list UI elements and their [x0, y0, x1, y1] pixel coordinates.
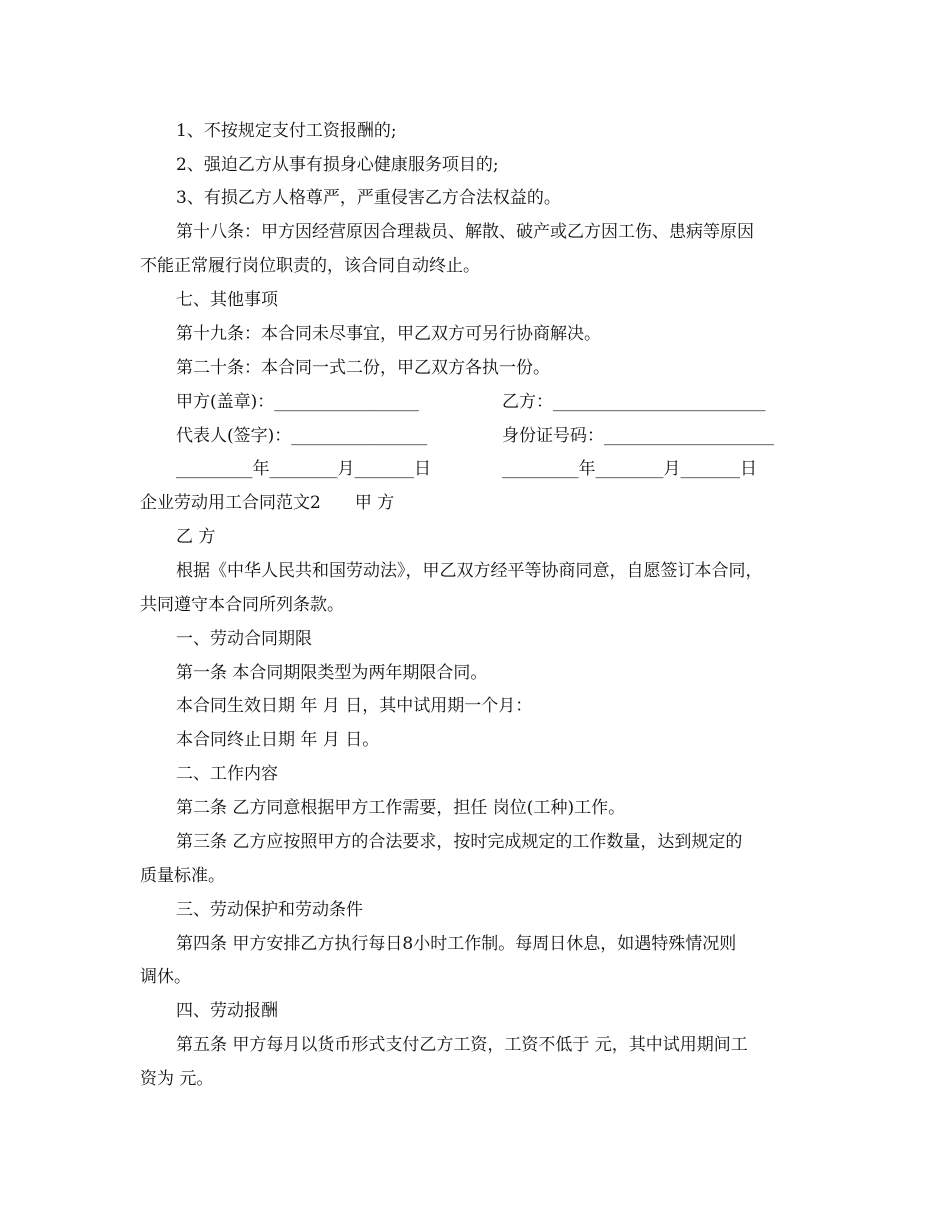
party-b-label: 乙 方: [176, 527, 216, 547]
article-4: 第四条 甲方安排乙方执行每日8小时工作制。每周日休息，如遇特殊情况则: [176, 934, 737, 954]
contract-title-party-a: 企业劳动用工合同范文2 甲 方: [140, 493, 395, 513]
clause-item-1: 1、不按规定支付工资报酬的;: [176, 121, 397, 141]
preamble-cont: 共同遵守本合同所列条款。: [140, 595, 344, 615]
section-heading-pay: 四、劳动报酬: [176, 1001, 278, 1021]
signature-id-number: 身份证号码：____________________: [502, 426, 774, 446]
article-5-cont: 资为 元。: [140, 1069, 214, 1089]
preamble: 根据《中华人民共和国劳动法》，甲乙双方经平等协商同意，自愿签订本合同，: [176, 561, 763, 581]
clause-item-2: 2、强迫乙方从事有损身心健康服务项目的;: [176, 155, 499, 175]
article-3: 第三条 乙方应按照甲方的合法要求，按时完成规定的工作数量，达到规定的: [176, 832, 743, 852]
signature-date-a: _________年________月_______日: [176, 459, 431, 479]
section-heading-work: 二、工作内容: [176, 764, 278, 784]
article-20: 第二十条：本合同一式二份，甲乙双方各执一份。: [176, 358, 550, 378]
clause-item-3: 3、有损乙方人格尊严，严重侵害乙方合法权益的。: [176, 188, 561, 208]
signature-party-b: 乙方：_________________________: [502, 392, 766, 412]
article-18: 第十八条：甲方因经营原因合理裁员、解散、破产或乙方因工伤、患病等原因: [176, 222, 754, 242]
article-18-cont: 不能正常履行岗位职责的，该合同自动终止。: [140, 256, 480, 276]
article-3-cont: 质量标准。: [140, 866, 225, 886]
signature-representative: 代表人(签字)：________________: [176, 426, 428, 446]
section-heading-term: 一、劳动合同期限: [176, 629, 312, 649]
section-heading-other: 七、其他事项: [176, 290, 278, 310]
signature-date-b: _________年________月_______日: [502, 459, 757, 479]
article-19: 第十九条：本合同未尽事宜，甲乙双方可另行协商解决。: [176, 324, 601, 344]
termination-date: 本合同终止日期 年 月 日。: [176, 730, 380, 750]
article-4-cont: 调休。: [140, 967, 191, 987]
article-2: 第二条 乙方同意根据甲方工作需要，担任 岗位(工种)工作。: [176, 798, 626, 818]
signature-party-a: 甲方(盖章)：_________________: [176, 392, 419, 412]
article-1: 第一条 本合同期限类型为两年期限合同。: [176, 663, 488, 683]
article-5: 第五条 甲方每月以货币形式支付乙方工资，工资不低于 元，其中试用期间工: [176, 1035, 748, 1055]
section-heading-protection: 三、劳动保护和劳动条件: [176, 900, 363, 920]
effective-date: 本合同生效日期 年 月 日，其中试用期一个月：: [176, 696, 533, 716]
